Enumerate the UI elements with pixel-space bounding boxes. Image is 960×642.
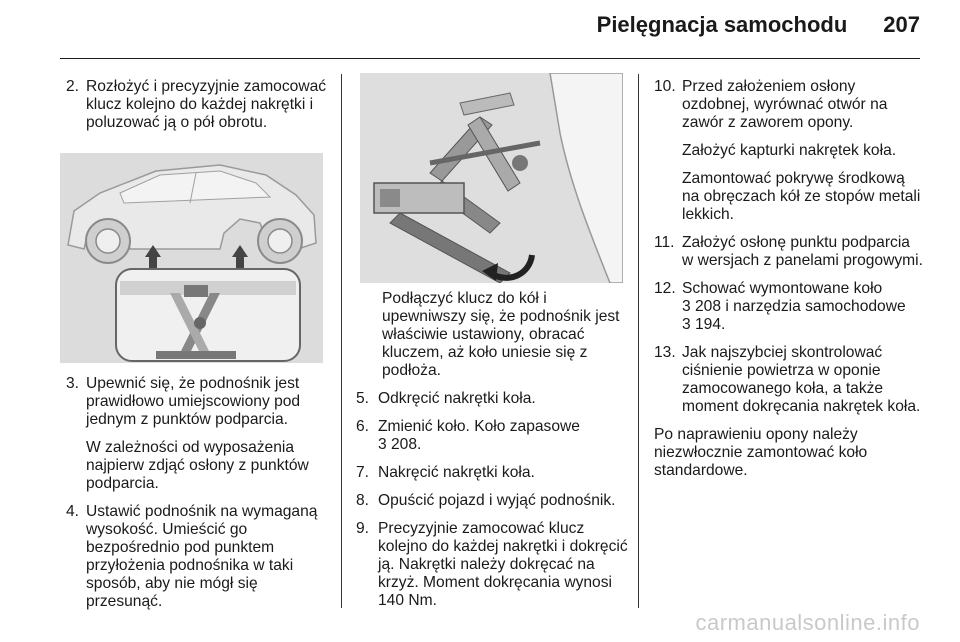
- page-number: 207: [883, 12, 920, 37]
- car-jack-illustration: [60, 153, 323, 363]
- column-1-lower: [66, 375, 328, 621]
- step-text: Upewnić się, że podnośnik jest prawidłowo umiejscowiony pod jednym z punktów podparcia.: [86, 375, 301, 428]
- step-8: [356, 492, 628, 510]
- step-note: Założyć kapturki nakrętek koła.: [682, 142, 897, 159]
- header-rule: [60, 58, 920, 59]
- step-9: [356, 520, 628, 610]
- step-text: Przed założeniem osłony ozdobnej, wyrównać otwór na zawór z zaworem opony.: [682, 78, 888, 131]
- step-number: 4.: [66, 503, 80, 520]
- page-title: Pielęgnacja samochodu: [596, 12, 848, 37]
- step-2: [66, 78, 328, 132]
- step-5: [356, 390, 628, 408]
- step-number: 7.: [356, 464, 370, 481]
- step-text: Ustawić podnośnik na wymaganą wysokość. Umieścić go bezpośrednio pod punktem przyłożenia podnośnika w taki sposób, aby nie mógł się przesunąć.: [86, 503, 318, 610]
- column-2: [356, 290, 628, 620]
- step-13: [654, 344, 924, 416]
- step-6: [356, 418, 628, 454]
- step-number: 3.: [66, 375, 80, 392]
- step-number: 12.: [654, 280, 676, 297]
- step-text: Schować wymontowane koło: [682, 280, 883, 297]
- jack-crank-illustration: [360, 73, 623, 283]
- column-3: [654, 78, 924, 480]
- closing-note: Po naprawieniu opony należy niezwłocznie zamontować koło standardowe.: [654, 426, 868, 479]
- step-number: 9.: [356, 520, 370, 537]
- step-4-continued: Podłączyć klucz do kół i upewniwszy się, że podnośnik jest właściwie ustawiony, obracać kluczem, aż koło uniesie się z podłoża.: [382, 290, 620, 379]
- column-divider: [341, 74, 342, 608]
- step-text: Opuścić pojazd i wyjąć podnośnik.: [378, 492, 616, 509]
- step-number: 13.: [654, 344, 676, 361]
- column-1: [66, 78, 328, 142]
- step-text: Odkręcić nakrętki koła.: [378, 390, 536, 407]
- watermark: carmanualsonline.info: [695, 610, 920, 635]
- page-reference[interactable]: 3 194.: [682, 316, 726, 333]
- step-text: Założyć osłonę punktu podparcia w wersjach z panelami progowymi.: [682, 234, 923, 269]
- step-11: [654, 234, 924, 270]
- step-text: Precyzyjnie zamocować klucz kolejno do każdej nakrętki i dokręcić ją. Nakrętki należy dokręcać na krzyż. Moment dokręcania wynosi 140 Nm.: [378, 520, 628, 609]
- step-number: 8.: [356, 492, 370, 509]
- step-text: Nakręcić nakrętki koła.: [378, 464, 535, 481]
- page-reference[interactable]: 3 208.: [378, 436, 422, 453]
- step-text: Zmienić koło. Koło zapasowe: [378, 418, 580, 435]
- step-10: [654, 78, 924, 224]
- step-number: 10.: [654, 78, 676, 95]
- step-note: W zależności od wyposażenia najpierw zdjąć osłony z punktów podparcia.: [86, 439, 309, 492]
- step-number: 6.: [356, 418, 370, 435]
- step-4: [66, 503, 328, 611]
- step-number: 11.: [654, 234, 675, 251]
- step-text: Rozłożyć i precyzyjnie zamocować klucz kolejno do każdej nakrętki i poluzować ją o pół obrotu.: [86, 78, 327, 131]
- page-reference[interactable]: 3 208 i narzędzia samochodowe: [682, 298, 906, 315]
- step-text: Jak najszybciej skontrolować ciśnienie powietrza w oponie zamocowanego koła, a także moment dokręcania nakrętek koła.: [682, 344, 921, 415]
- step-number: 2.: [66, 78, 80, 95]
- column-divider: [638, 74, 639, 608]
- step-7: [356, 464, 628, 482]
- step-12: [654, 280, 924, 334]
- jack-crank-drawing: [360, 73, 623, 283]
- step-note: Zamontować pokrywę środkową na obręczach kół ze stopów metali lekkich.: [682, 170, 921, 223]
- car-jack-drawing: [60, 153, 323, 363]
- step-number: 5.: [356, 390, 370, 407]
- page-header: [597, 12, 920, 52]
- step-3: [66, 375, 328, 493]
